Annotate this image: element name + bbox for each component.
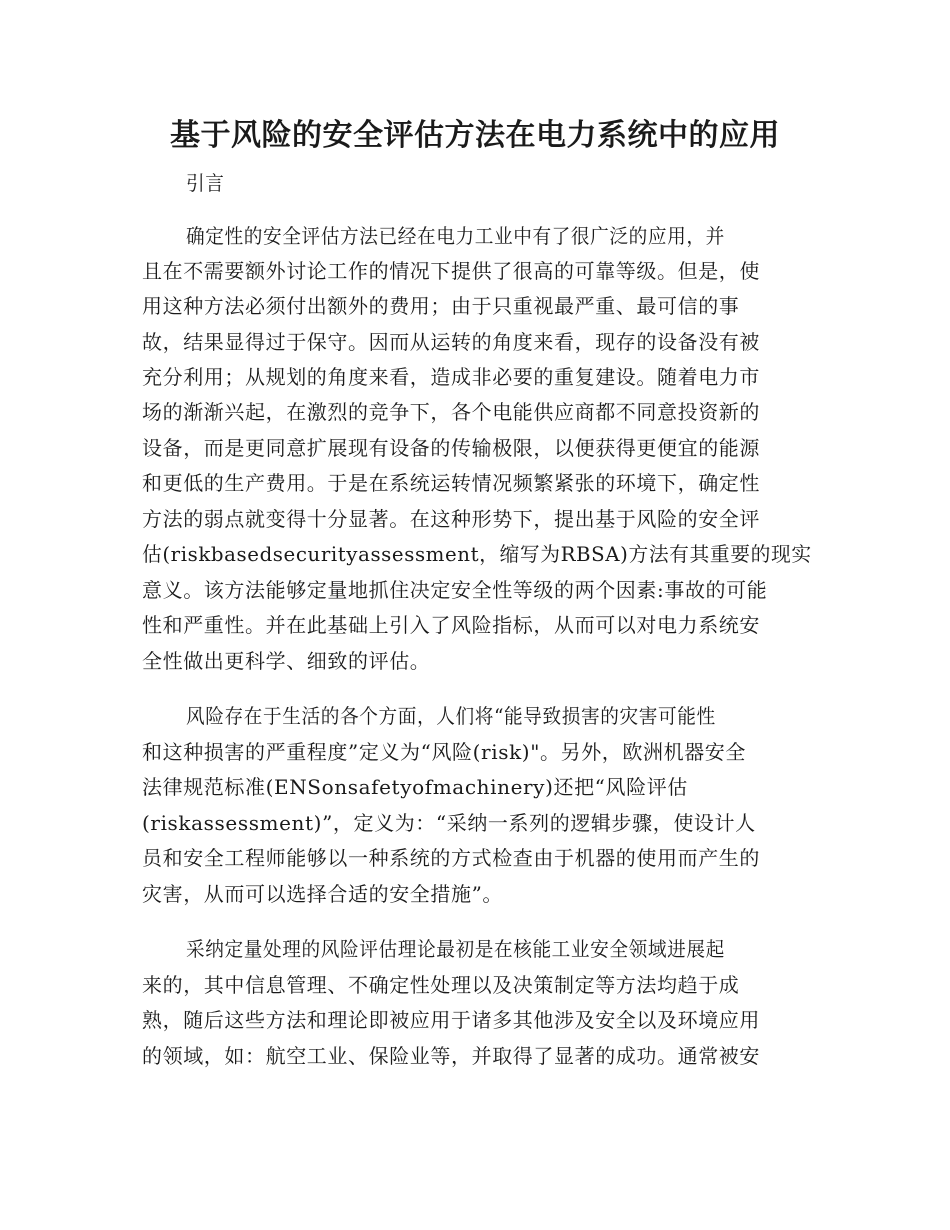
paragraph-line: 全性做出更科学、细致的评估。 [142, 649, 431, 673]
paragraph-line: 来的，其中信息管理、不确定性处理以及决策制定等方法均趋于成 [142, 973, 740, 997]
paragraph-line: 方法的弱点就变得十分显著。在这种形势下，提出基于风险的安全评 [142, 507, 760, 531]
paragraph-line: 熟，随后这些方法和理论即被应用于诸多其他涉及安全以及环境应用 [142, 1008, 760, 1032]
paragraph-line: 估(riskbasedsecurityassessment，缩写为RBSA)方法有其重要的现实 [142, 542, 812, 566]
paragraph-line: 和这种损害的严重程度”定义为“风险(risk)"。另外，欧洲机器安全 [142, 740, 746, 764]
paragraph-line: 充分利用；从规划的角度来看，造成非必要的重复建设。随着电力市 [142, 365, 760, 389]
paragraph-line: 用这种方法必须付出额外的费用；由于只重视最严重、最可信的事 [142, 294, 740, 318]
paragraph-line: 法律规范标准(ENSonsafetyofmachinery)还把“风险评估 [142, 775, 688, 799]
paragraph-line: 性和严重性。并在此基础上引入了风险指标，从而可以对电力系统安 [142, 613, 760, 637]
paragraph-line: 场的渐渐兴起，在激烈的竞争下，各个电能供应商都不同意投资新的 [142, 400, 760, 424]
paragraph-line: 且在不需要额外讨论工作的情况下提供了很高的可靠等级。但是，使 [142, 259, 760, 283]
paragraph-line: 和更低的生产费用。于是在系统运转情况频繁紧张的环境下，确定性 [142, 471, 760, 495]
paragraph-line: 采纳定量处理的风险评估理论最初是在核能工业安全领域进展起 [186, 937, 725, 961]
section-heading: 引言 [186, 171, 225, 195]
paragraph-line: 意义。该方法能够定量地抓住决定安全性等级的两个因素:事故的可能 [142, 578, 768, 602]
paragraph-line: 的领域，如：航空工业、保险业等，并取得了显著的成功。通常被安 [142, 1044, 760, 1068]
paragraph-line: (riskassessment)”，定义为：“采纳一系列的逻辑步骤，使设计人 [142, 811, 756, 835]
paragraph-line: 风险存在于生活的各个方面，人们将“能导致损害的灾害可能性 [186, 704, 716, 728]
paragraph-line: 故，结果显得过于保守。因而从运转的角度来看，现存的设备没有被 [142, 330, 760, 354]
paragraph-line: 员和安全工程师能够以一种系统的方式检查由于机器的使用而产生的 [142, 846, 760, 870]
paragraph-line: 灾害，从而可以选择合适的安全措施”。 [142, 882, 504, 906]
paragraph-line: 设备，而是更同意扩展现有设备的传输极限，以便获得更便宜的能源 [142, 436, 760, 460]
document-title: 基于风险的安全评估方法在电力系统中的应用 [170, 118, 780, 153]
paragraph-line: 确定性的安全评估方法已经在电力工业中有了很广泛的应用，并 [186, 224, 725, 248]
